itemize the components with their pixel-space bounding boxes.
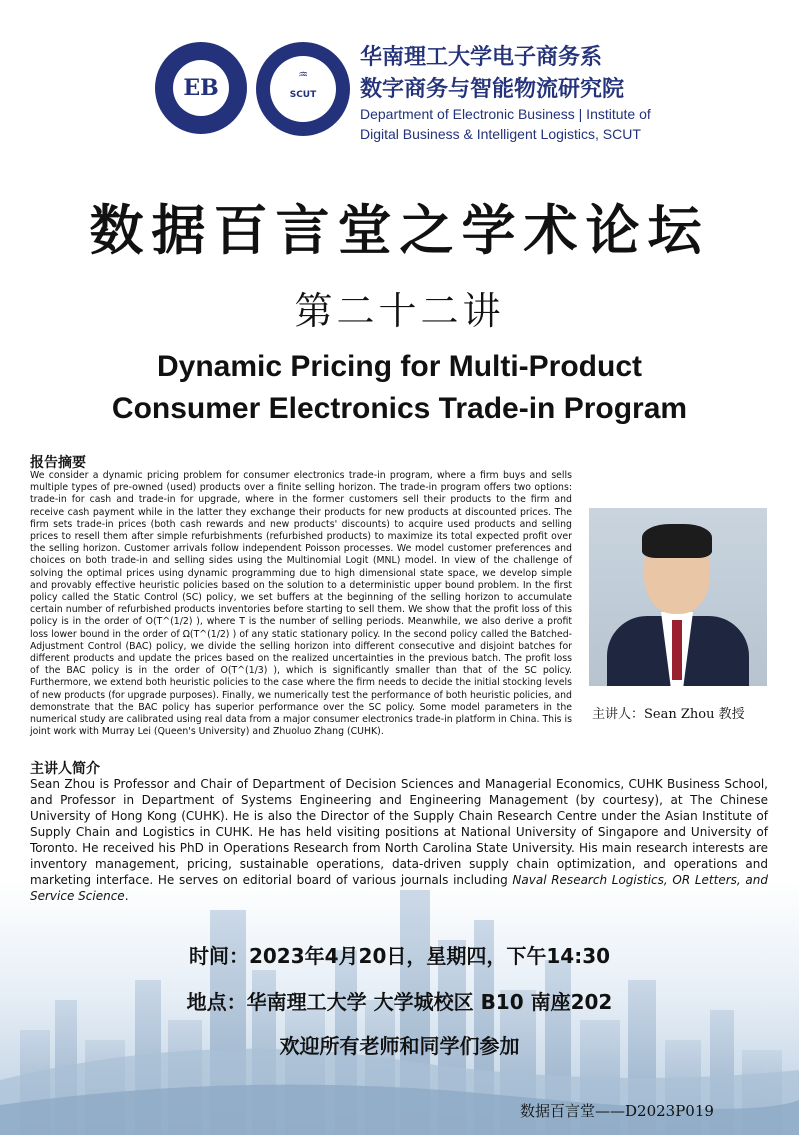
talk-title-line2: Consumer Electronics Trade-in Program [111, 392, 688, 425]
talk-title-line1: Dynamic Pricing for Multi-Product [156, 350, 643, 383]
speaker-photo [589, 508, 767, 686]
institute-logo [256, 42, 350, 136]
logo-scut-text: SCUT [289, 90, 317, 100]
talk-title [0, 346, 799, 430]
bio-text [30, 776, 768, 904]
bio-body: Sean Zhou is Professor and Chair of Department of Decision Sciences and Managerial Economics, CUHK Business School, and Professor in Department of Systems Engineering and Engineering Management (by courtesy), at The Chinese University of Hong Kong (CUHK). He is also the Director of the Supply Chain Research Centre under the Asian Institute of Supply Chain and Logistics in CUHK. He has held visiting positions at National University of Singapore and University of Toronto. He received his PhD in Operations Research from North Carolina State University. His main research interests are inventory management, pricing, sustainable operations, data-driven supply chain optimization, and operations and marketing interface. He serves on editorial board of various journals including [30, 777, 768, 887]
bio-end: . [124, 889, 129, 903]
dept-name-en-line1: Department of Electronic Business | Institute of [360, 106, 651, 122]
dept-name-cn: 华南理工大学电子商务系 [360, 45, 603, 70]
speaker-caption: 主讲人：Sean Zhou 教授 [592, 707, 745, 722]
abstract-text: We consider a dynamic pricing problem for consumer electronics trade-in program, where a firm buys and sells multiple types of pre-owned (used) products over a finite selling horizon. The trade-in program offers two options: trade-in for cash and trade-in for upgrade, where in the former customers sell their products to the firm and receive cash payment while in the latter they exchange their products for new products at discounted prices. The firm sets trade-in prices (both cash rewards and new products' discounts) to acquire used products and selling prices to resell them after simple refurbishments (refurbished products) to maximize its total expected profit over the selling horizon. Customer arrivals follow independent Poisson processes. We model customer preferences and choices on both trade-in and selling sides using the Multinomial Logit (MNL) model. In view of the challenge of solving the optimal prices using dynamic programming due to high dimensional state space, we develop simple and provably effective heuristic policies based on the solution to a deterministic upper bound problem. In the first policy called the Static Control (SC) policy, we set buffers at the beginning of the selling horizon to accumulate certain number of refurbished products inventories before starting to sell them. We show that the profit loss of this policy is in the order of O(T^(1/2) ), where T is the number of selling periods. Meanwhile, we also derive a profit loss lower bound in the order of Ω(T^(1/2) ) of any static stationary policy. In the second policy called the Batched-Adjustment Control (BAC) policy, we divide the selling horizon into different consecutive and disjoint batches for different products and update the prices based on the realized uncertainties in the previous batch. The profit loss of the BAC policy is in the order of O(T^(1/3) ), which is significantly smaller than that of the SC policy. Furthermore, we extend both heuristic policies to the case where the firm needs to decide the initial stocking levels of new products (for upgrade purposes). Finally, we numerically test the performance of both heuristic policies, and demonstrate that the BAC policy has superior performance over the SC policy. Some model parameters in the numerical study are calibrated using real data from a major consumer electronics trade-in platform in China. This is joint work with Murray Lei (Queen's University) and Zhuoluo Zhang (CUHK). [30, 470, 572, 738]
logo-symbol-icon: ♒ [298, 68, 308, 81]
bio-journals: Naval Research Logistics, OR Letters, and Service Science [30, 873, 768, 903]
abstract-heading: 报告摘要 [30, 455, 86, 471]
bio-heading: 主讲人简介 [30, 761, 100, 777]
event-welcome: 欢迎所有老师和同学们参加 [279, 1034, 520, 1058]
forum-title: 数据百言堂之学术论坛 [89, 198, 710, 262]
institute-name-cn: 数字商务与智能物流研究院 [360, 77, 625, 102]
dept-logo: EB [155, 42, 247, 134]
event-place: 地点：华南理工大学 大学城校区 B10 南座202 [186, 990, 613, 1014]
footer-code: 数据百言堂——D2023P019 [520, 1102, 714, 1120]
event-time: 时间：2023年4月20日，星期四，下午14:30 [188, 944, 611, 968]
lecture-number: 第二十二讲 [294, 289, 505, 333]
dept-name-en-line2: Digital Business & Intelligent Logistics, SCUT [360, 126, 641, 142]
